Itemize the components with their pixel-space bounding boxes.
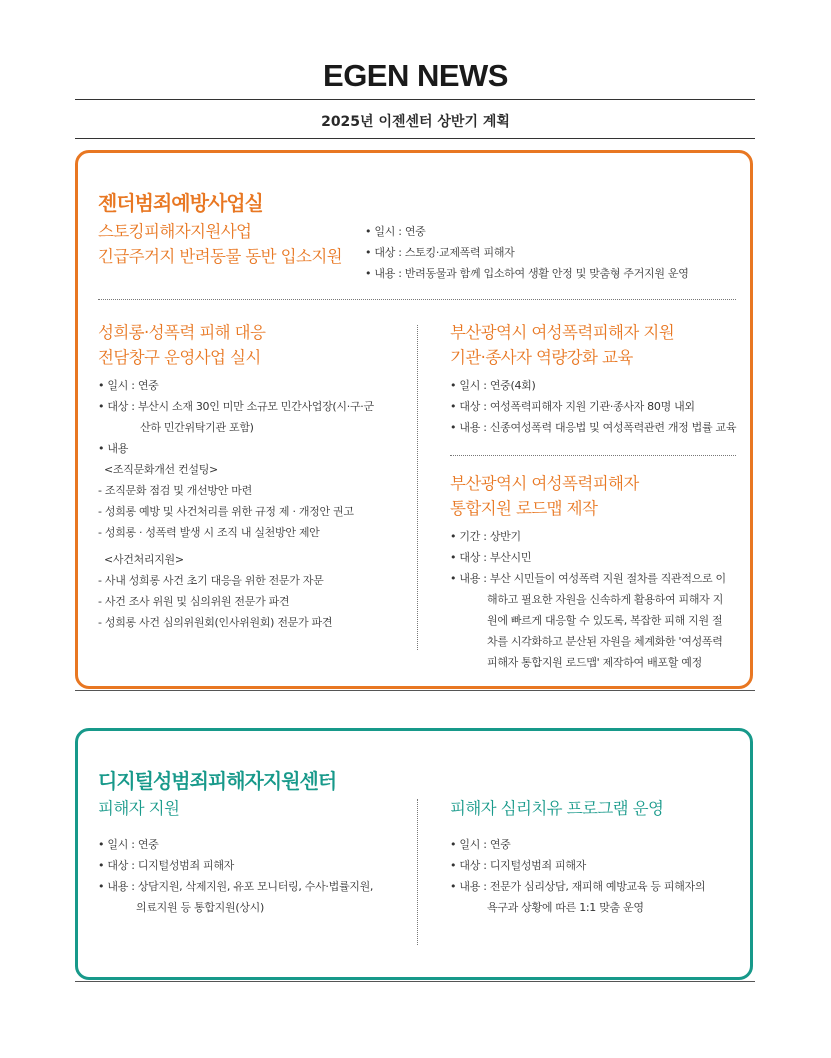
detail-line: - 성희롱 예방 및 사건처리를 위한 규정 제 · 개정안 권고 <box>98 505 354 518</box>
detail-line: 욕구과 상황에 따른 1:1 맞춤 운영 <box>487 901 644 914</box>
subtitle: 2025년 이젠센터 상반기 계획 <box>321 114 510 130</box>
detail-line: • 대상 : 여성폭력피해자 지원 기관·종사자 80명 내외 <box>450 400 695 413</box>
detail-line: • 일시 : 연중 <box>98 379 159 392</box>
detail-line: • 기간 : 상반기 <box>450 530 521 543</box>
gender-crime-prevention-box <box>75 150 753 689</box>
masthead-rule <box>75 99 755 100</box>
masthead: EGEN NEWS <box>323 58 508 93</box>
detail-line: • 대상 : 스토킹·교제폭력 피해자 <box>365 246 515 259</box>
detail-line: • 내용 <box>98 442 129 455</box>
detail-line: • 내용 : 부산 시민들이 여성폭력 지원 절차를 직관적으로 이 <box>450 572 726 585</box>
detail-line: • 일시 : 연중 <box>98 838 159 851</box>
detail-line: 피해자 통합지원 로드맵' 제작하여 배포할 예정 <box>487 656 702 669</box>
section-heading: 성희롱·성폭력 피해 대응 전담창구 운영사업 실시 <box>98 323 266 367</box>
dotted-divider <box>450 455 736 456</box>
detail-line: 의료지원 등 통합지원(상시) <box>136 901 264 914</box>
detail-line: • 내용 : 신종여성폭력 대응법 및 여성폭력관련 개정 법률 교육 <box>450 421 737 434</box>
dotted-column-divider <box>417 799 418 945</box>
section-rule <box>75 690 755 691</box>
detail-line: <사건처리지원> <box>104 553 184 566</box>
detail-line: 원에 빠르게 대응할 수 있도록, 복잡한 피해 지원 절 <box>487 614 723 627</box>
detail-line: - 조직문화 점검 및 개선방안 마련 <box>98 484 252 497</box>
detail-line: • 일시 : 연중 <box>365 225 426 238</box>
detail-line: 산하 민간위탁기관 포함) <box>140 421 254 434</box>
dotted-divider <box>98 299 736 300</box>
section-heading: 스토킹피해자지원사업 긴급주거지 반려동물 동반 입소지원 <box>98 222 343 266</box>
detail-line: • 일시 : 연중(4회) <box>450 379 536 392</box>
detail-line: • 대상 : 부산시민 <box>450 551 532 564</box>
detail-line: • 대상 : 부산시 소재 30인 미만 소규모 민간사업장(시·구·군 <box>98 400 374 413</box>
detail-line: - 성희롱 · 성폭력 발생 시 조직 내 실천방안 제안 <box>98 526 320 539</box>
section-heading: 부산광역시 여성폭력피해자 통합지원 로드맵 제작 <box>450 474 639 518</box>
detail-line: • 일시 : 연중 <box>450 838 511 851</box>
detail-line: - 성희롱 사건 심의위원회(인사위원회) 전문가 파견 <box>98 616 333 629</box>
section-heading: 피해자 심리치유 프로그램 운영 <box>450 799 664 818</box>
detail-line: • 내용 : 상담지원, 삭제지원, 유포 모니터링, 수사·법률지원, <box>98 880 374 893</box>
section-heading: 피해자 지원 <box>98 799 180 818</box>
box-title: 디지털성범죄피해자지원센터 <box>98 769 337 793</box>
detail-line: 차를 시각화하고 분산된 자원을 체계화한 '여성폭력 <box>487 635 723 648</box>
detail-line: <조직문화개선 컨설팅> <box>104 463 218 476</box>
digital-sex-crime-support-box <box>75 728 753 980</box>
section-rule <box>75 981 755 982</box>
detail-line: • 대상 : 디지털성범죄 피해자 <box>98 859 234 872</box>
box-title: 젠더범죄예방사업실 <box>98 191 263 215</box>
section-heading: 부산광역시 여성폭력피해자 지원 기관·종사자 역량강화 교육 <box>450 323 675 367</box>
detail-line: - 사내 성희롱 사건 초기 대응을 위한 전문가 자문 <box>98 574 324 587</box>
detail-line: • 내용 : 전문가 심리상담, 재피해 예방교육 등 피해자의 <box>450 880 706 893</box>
detail-line: - 사건 조사 위원 및 심의위원 전문가 파견 <box>98 595 290 608</box>
dotted-column-divider <box>417 325 418 650</box>
detail-line: 해하고 필요한 자원을 신속하게 활용하여 피해자 지 <box>487 593 724 606</box>
subtitle-rule <box>75 138 755 139</box>
detail-line: • 내용 : 반려동물과 함께 입소하여 생활 안정 및 맞춤형 주거지원 운영 <box>365 267 689 280</box>
detail-line: • 대상 : 디지털성범죄 피해자 <box>450 859 586 872</box>
